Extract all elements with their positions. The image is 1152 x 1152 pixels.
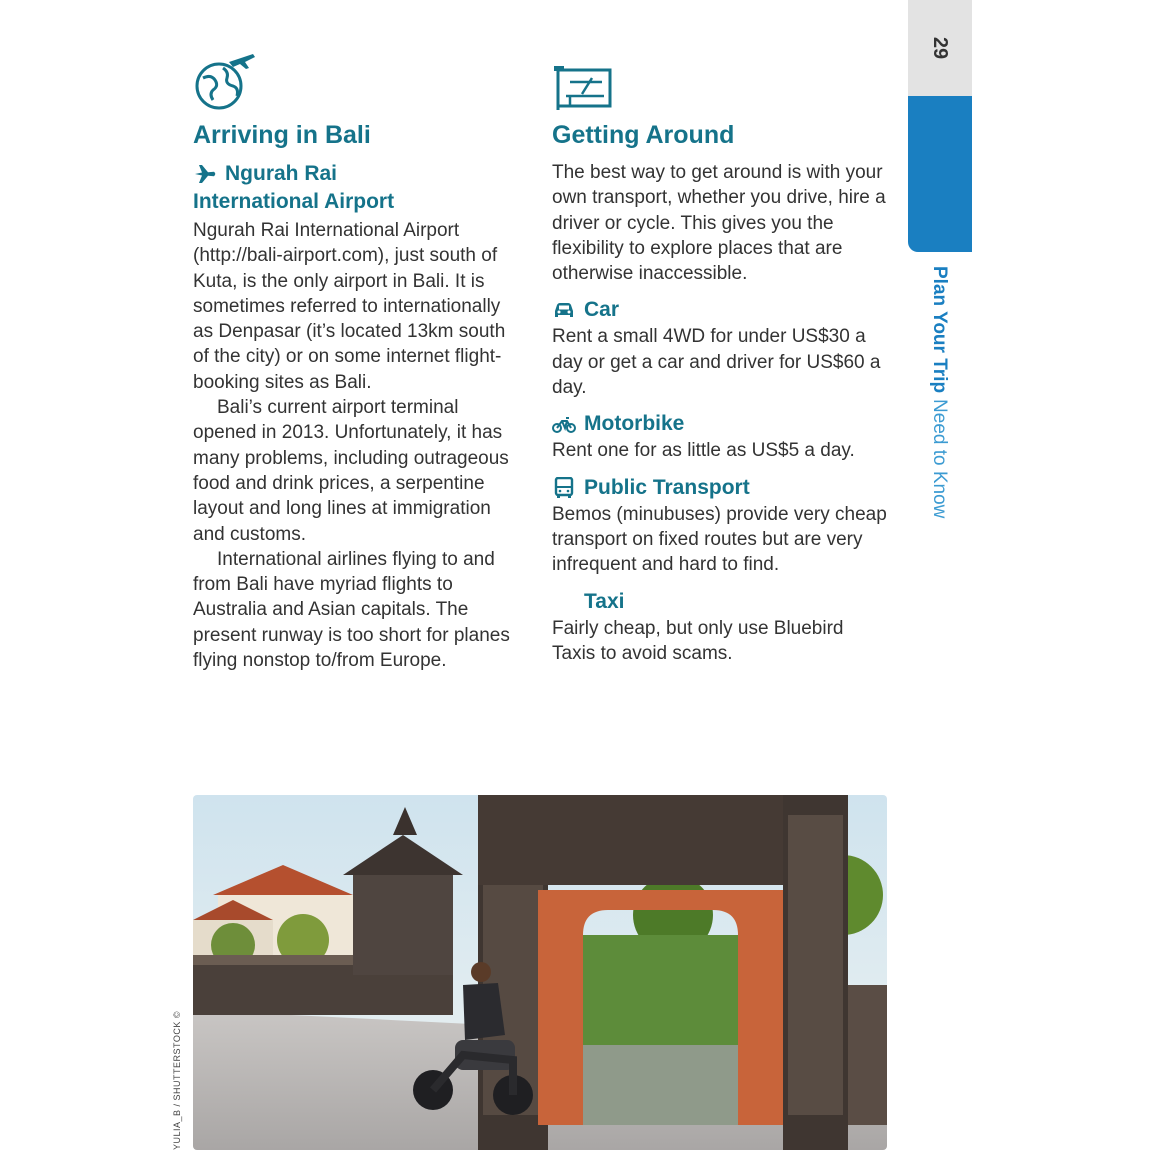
taxi-icon-placeholder <box>552 591 576 613</box>
public-transport-text: Bemos (minubuses) provide very cheap transport on fixed routes but are very infrequent and hard to find. <box>552 503 887 576</box>
car-icon <box>552 299 576 321</box>
taxi-block <box>552 588 887 667</box>
arriving-paragraph-2: Bali’s current airport terminal opened in 2013. Unfortunately, it has many problems, including outrageous food and drink prices, a serpentine layout and long lines at immigration and customs. <box>193 397 509 545</box>
airplane-icon <box>193 163 217 185</box>
public-transport-block <box>552 474 887 578</box>
arriving-paragraph-1: Ngurah Rai International Airport (http://bali-airport.com), just south of Kuta, is the only airport in Bali. It is sometimes referred to internationally as Denpasar (it’s located 13km south of the city) or on some internet flight-booking sites as Bali. <box>193 220 506 393</box>
car-heading: Car <box>584 298 620 322</box>
motorbike-text: Rent one for as little as US$5 a day. <box>552 440 855 462</box>
arriving-paragraph-3: International airlines flying to and from Bali have myriad flights to Australia and Asian capitals. The present runway is too short for planes flying nonstop to/from Europe. <box>193 548 510 672</box>
motorbike-heading: Motorbike <box>584 412 685 436</box>
getting-around-title: Getting Around <box>552 121 735 149</box>
getting-around-intro: The best way to get around is with your own transport, whether you drive, hire a driver or cycle. This gives you the flexibility to explore places that are otherwise inaccessible. <box>552 162 886 285</box>
getting-around-column <box>552 48 887 666</box>
section-tab <box>908 96 972 252</box>
taxi-heading: Taxi <box>584 589 625 613</box>
section-side-label <box>922 266 952 566</box>
airport-heading-line1: Ngurah Rai <box>225 162 338 185</box>
motorbike-block <box>552 410 887 463</box>
airport-heading <box>193 160 523 216</box>
side-label-main: Plan Your Trip <box>929 266 950 394</box>
bus-icon <box>552 477 576 499</box>
page-number: 29 <box>929 36 952 60</box>
motorbike-icon <box>552 413 576 435</box>
photo-credit: YULIA_B / SHUTTERSTOCK © <box>172 1011 182 1150</box>
arriving-title: Arriving in Bali <box>193 121 371 149</box>
globe-plane-icon <box>193 48 263 116</box>
airport-heading-line2: International Airport <box>193 190 395 213</box>
arriving-column <box>193 48 523 673</box>
transport-sign-icon <box>552 48 622 116</box>
car-text: Rent a small 4WD for under US$30 a day or get a car and driver for US$60 a day. <box>552 326 881 399</box>
bali-temple-photo <box>193 795 887 1150</box>
taxi-text: Fairly cheap, but only use Bluebird Taxis to avoid scams. <box>552 617 844 664</box>
side-label-sub: Need to Know <box>929 399 950 519</box>
public-transport-heading: Public Transport <box>584 475 750 499</box>
car-block <box>552 296 887 400</box>
